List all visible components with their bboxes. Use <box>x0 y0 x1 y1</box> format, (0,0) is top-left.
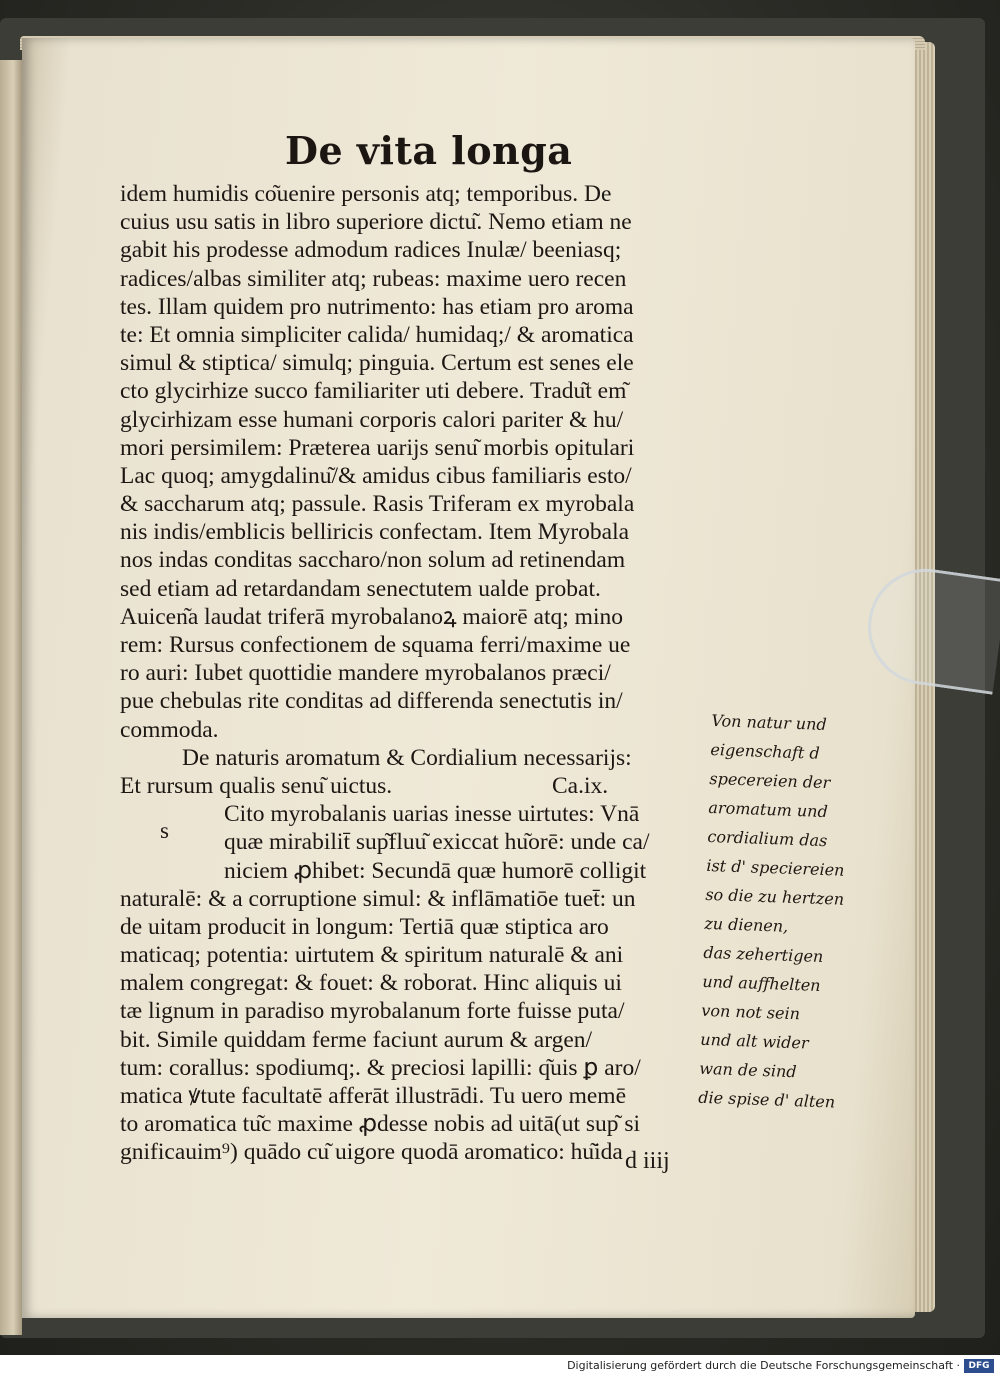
text-line: malem congregat: & fouet: & roborat. Hinc aliquis ui <box>120 970 622 997</box>
text-line: sed etiam ad retardandam senectutem ualde probat. <box>120 575 601 602</box>
note-line: so die zu hertzen <box>705 884 845 909</box>
left-page-edge <box>0 60 22 1335</box>
text-line: quæ mirabilit̄ sup͂fluu͂ exiccat hu͂orē: unde ca/ <box>224 829 650 856</box>
text-line: to aromatica tu͂c maxime ꝓdesse nobis ad uitā(ut sup͂ si <box>120 1111 641 1138</box>
footer-bar <box>0 1355 1000 1377</box>
text-line: & saccharum atq; passule. Rasis Triferam ex myrobala <box>120 491 635 518</box>
text-line: cto glycirhize succo familiariter uti debere. Tradu͂t em͂ <box>120 378 627 405</box>
note-line: wan de sind <box>699 1058 797 1082</box>
text-line: pue chebulas rite conditas ad differenda senectutis in/ <box>120 688 623 715</box>
page-title: De vita longa <box>285 128 573 173</box>
signature-mark: d iiij <box>625 1148 670 1174</box>
note-line: specereien der <box>709 768 831 793</box>
note-line: zu dienen, <box>704 913 789 936</box>
text-line: ro auri: Iubet quottidie mandere myrobalanos præci/ <box>120 660 611 687</box>
text-line: matica ꝟtute facultatē afferāt illustrādi. Tu uero memē <box>120 1083 627 1109</box>
text-line: gabit his prodesse admodum radices Inulæ/ beeniasq; <box>120 237 622 264</box>
text-line: gnificauim⁹) quādo cu͂ uigore quodā aromatico: hu͂ida <box>120 1139 623 1166</box>
text-line: simul & stiptica/ simulq; pinguia. Certum est senes ele <box>120 350 634 377</box>
chapter-heading-text: Et rursum qualis senu͂ uictus. <box>120 772 393 799</box>
text-line: Auicen͂a laudat triferā myrobalanoꝝ maiorē atq; mino <box>120 603 623 630</box>
handwritten-marginal-note <box>698 706 912 1119</box>
text-line: de uitam producit in longum: Tertiā quæ stiptica aro <box>120 913 609 940</box>
note-line: Von natur und <box>711 710 828 735</box>
note-line: und auffhelten <box>702 971 821 995</box>
text-line: Cito myrobalanis uarias inesse uirtutes: Vnā <box>224 801 640 828</box>
text-line: nis indis/emblicis belliricis confectam. Item Myrobala <box>120 519 630 546</box>
note-line: das zehertigen <box>703 942 824 967</box>
text-line: te: Et omnia simpliciter calida/ humidaq;/ & aromatica <box>120 321 634 348</box>
text-line: idem humidis co͂uenire personis atq; temporibus. De <box>120 181 612 207</box>
note-line: aromatum und <box>708 797 829 822</box>
chapter-number: Ca.ix. <box>552 772 609 799</box>
note-line: von not sein <box>701 1000 801 1024</box>
note-line: und alt wider <box>700 1029 809 1053</box>
funding-credit: Digitalisierung gefördert durch die Deutsche Forschungsgemeinschaft · <box>567 1359 960 1372</box>
text-line: tum: corallus: spodiumq;. & preciosi lapilli: q͂uis ꝑ aro/ <box>120 1054 641 1081</box>
text-line: radices/albas similiter atq; rubeas: maxime uero recen <box>120 265 627 292</box>
text-line: niciem ꝓhibet: Secundā quæ humorē colligit <box>224 857 647 884</box>
text-line: nos indas conditas saccharo/non solum ad retinendam <box>120 547 626 574</box>
text-line: mori persimilem: Præterea uarijs senu͂ morbis opitulari <box>120 434 635 461</box>
text-line: tes. Illam quidem pro nutrimento: has etiam pro aroma <box>120 293 634 320</box>
text-line: tæ lignum in paradiso myrobalanum forte fuisse puta/ <box>120 998 625 1025</box>
text-line: rem: Rursus confectionem de squama ferri/maxime ue <box>120 632 631 658</box>
note-line: eigenschaft d <box>710 739 821 763</box>
body-text <box>120 180 720 1167</box>
chapter-heading-line <box>120 772 720 800</box>
text-line: maticaq; potentia: uirtutem & spiritum naturalē & ani <box>120 942 624 969</box>
text-line: cuius usu satis in libro superiore dictu͂. Nemo etiam ne <box>120 209 632 236</box>
note-line: cordialium das <box>707 826 828 851</box>
text-line: bit. Simile quiddam ferme faciunt aurum & argen/ <box>120 1026 593 1053</box>
dfg-logo: DFG <box>964 1359 994 1373</box>
text-line: commoda. <box>120 716 219 743</box>
marginal-letter: s <box>160 818 169 843</box>
note-line: ist d' speciereien <box>706 855 845 880</box>
note-line: die spise d' alten <box>698 1087 836 1112</box>
text-line: glycirhizam esse humani corporis calori pariter & hu/ <box>120 406 624 433</box>
text-line: Lac quoq; amygdalinu͂/& amidus cibus familiaris esto/ <box>120 462 632 489</box>
chapter-heading-line: De naturis aromatum & Cordialium necessarijs: <box>182 744 632 771</box>
text-line: naturalē: & a corruptione simul: & inflāmatiōe tuet̄: un <box>120 885 636 912</box>
